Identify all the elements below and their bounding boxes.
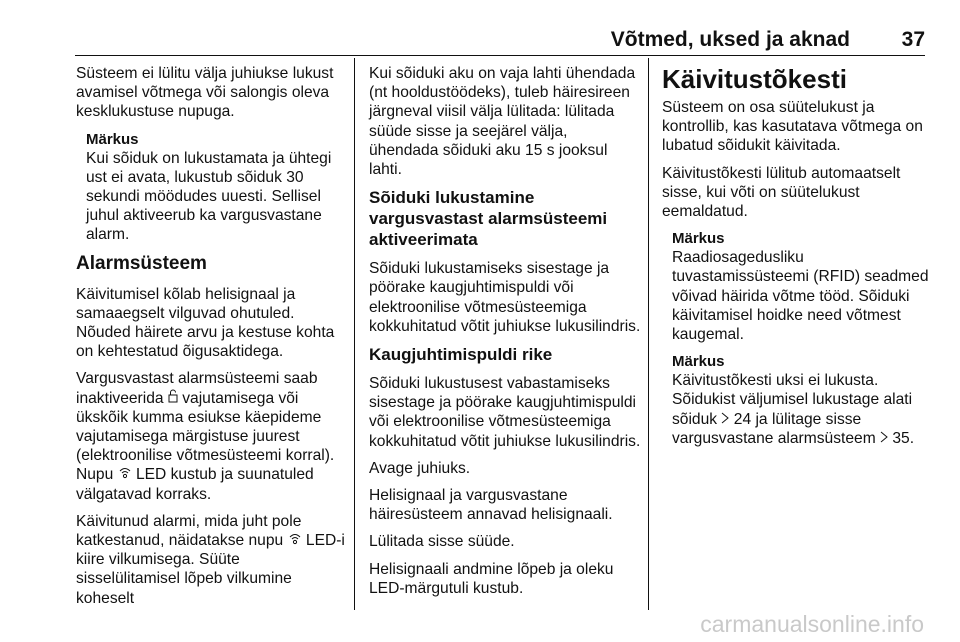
note-text: Raadiosagedusliku tuvastamissüsteemi (RFID) seadmed võivad häirida võtme tööd. Sõiduki käivitamisel hoidke need võtmest kaugemal. bbox=[672, 249, 929, 344]
column-2 bbox=[369, 64, 641, 606]
column-divider-1 bbox=[354, 58, 355, 610]
note-title: Märkus bbox=[672, 353, 725, 371]
column-1 bbox=[76, 64, 348, 616]
reference-arrow-icon bbox=[721, 412, 729, 426]
paragraph: Avage juhiuks. bbox=[369, 459, 471, 477]
page-header bbox=[75, 28, 925, 56]
column-divider-2 bbox=[648, 58, 649, 610]
unlock-icon bbox=[168, 389, 178, 405]
page-reference-link[interactable]: 24 bbox=[733, 410, 752, 428]
paragraph: Sõiduki lukustamiseks sisestage ja pöörake kaugjuhtimispuldi või elektroonilise võtmesüsteemiga kokkuhitatud võtit juhiukse lukusilindris. bbox=[369, 260, 641, 335]
watermark: carmanualsonline.info bbox=[700, 611, 924, 637]
paragraph: Süsteem ei lülitu välja juhiukse lukust avamisel võtmega või salongis oleva kesklukustuse nupuga. bbox=[76, 65, 334, 121]
paragraph: Käivitunud alarmi, mida juht pole katkestanud, näidatakse nupu LED-i kiire vilkumisega. Süüte sisselülitamisel lõpeb vilkumine koheselt bbox=[76, 512, 345, 607]
header-rule bbox=[75, 55, 925, 56]
note-box bbox=[672, 229, 930, 344]
paragraph: Kui sõiduki aku on vaja lahti ühendada (nt hooldustöödeks), tuleb häiresireen järgneval viisil välja lülitada: lülitada süüde sisse ja seejärel välja, ühendada sõiduki aku 15 s jooksul lahti. bbox=[369, 65, 636, 179]
column-3 bbox=[662, 64, 930, 456]
paragraph: Helisignaal ja vargusvastane häiresüsteem annavad helisignaali. bbox=[369, 487, 613, 524]
paragraph: Helisignaali andmine lõpeb ja oleku LED-märgutuli kustub. bbox=[369, 560, 614, 597]
note-box bbox=[672, 352, 930, 448]
paragraph: Süsteem on osa süütelukust ja kontrollib, kas kasutatava võtmega on lubatud sõidukit käivitada. bbox=[662, 99, 923, 155]
paragraph: Käivitumisel kõlab helisignaal ja samaaegselt vilguvad ohutuled. Nõuded häirete arvu ja kestuse kohta on kehtestatud õigusaktidega. bbox=[76, 285, 335, 361]
note-text: Käivitustõkesti uksi ei lukusta. Sõidukist väljumisel lukustage alati sõiduk 24 ja lülitage sisse vargusvastane alarmsüsteem 35. bbox=[672, 372, 915, 447]
page-reference-link[interactable]: 35. bbox=[892, 429, 915, 447]
note-box bbox=[86, 130, 348, 245]
alarm-led-icon bbox=[118, 467, 132, 481]
paragraph: Vargusvastast alarmsüsteemi saab inaktiveerida vajutamisega või ükskõik kumma esiukse käepideme vajutamisega märgistuse juurest (elektroonilise võtmesüsteemi korral). Nupu LED kustub ja suunatuled välgatavad korraks. bbox=[76, 370, 335, 503]
paragraph: Lülitada sisse süüde. bbox=[369, 533, 515, 551]
section-heading-immobiliser: Käivitustõkesti bbox=[662, 64, 847, 94]
note-text: Kui sõiduk on lukustamata ja ühtegi ust ei avata, lukustub sõiduk 30 sekundi möödudes uuesti. Sellisel juhul aktiveerub ka vargusvastane alarm. bbox=[86, 149, 332, 244]
note-title: Märkus bbox=[672, 230, 725, 248]
subsection-heading-remote: Kaugjuhtimispuldi rike bbox=[369, 345, 553, 365]
paragraph: Käivitustõkesti lülitub automaatselt sisse, kui võti on süütelukust eemaldatud. bbox=[662, 164, 901, 221]
alarm-led-icon bbox=[288, 533, 302, 547]
page-number: 37 bbox=[901, 28, 925, 51]
header-title: Võtmed, uksed ja aknad bbox=[610, 28, 850, 51]
reference-arrow-icon bbox=[880, 431, 888, 445]
section-heading-alarm: Alarmsüsteem bbox=[76, 252, 207, 274]
note-title: Märkus bbox=[86, 130, 139, 148]
subsection-heading-lock: Sõiduki lukustamine vargusvastast alarmsüsteemi aktiveerimata bbox=[369, 188, 608, 250]
paragraph: Sõiduki lukustusest vabastamiseks sisestage ja pöörake kaugjuhtimispuldi või elektroonilise võtmesüsteemiga kokkuhitatud võtit juhiukse lukusilindris. bbox=[369, 375, 641, 450]
